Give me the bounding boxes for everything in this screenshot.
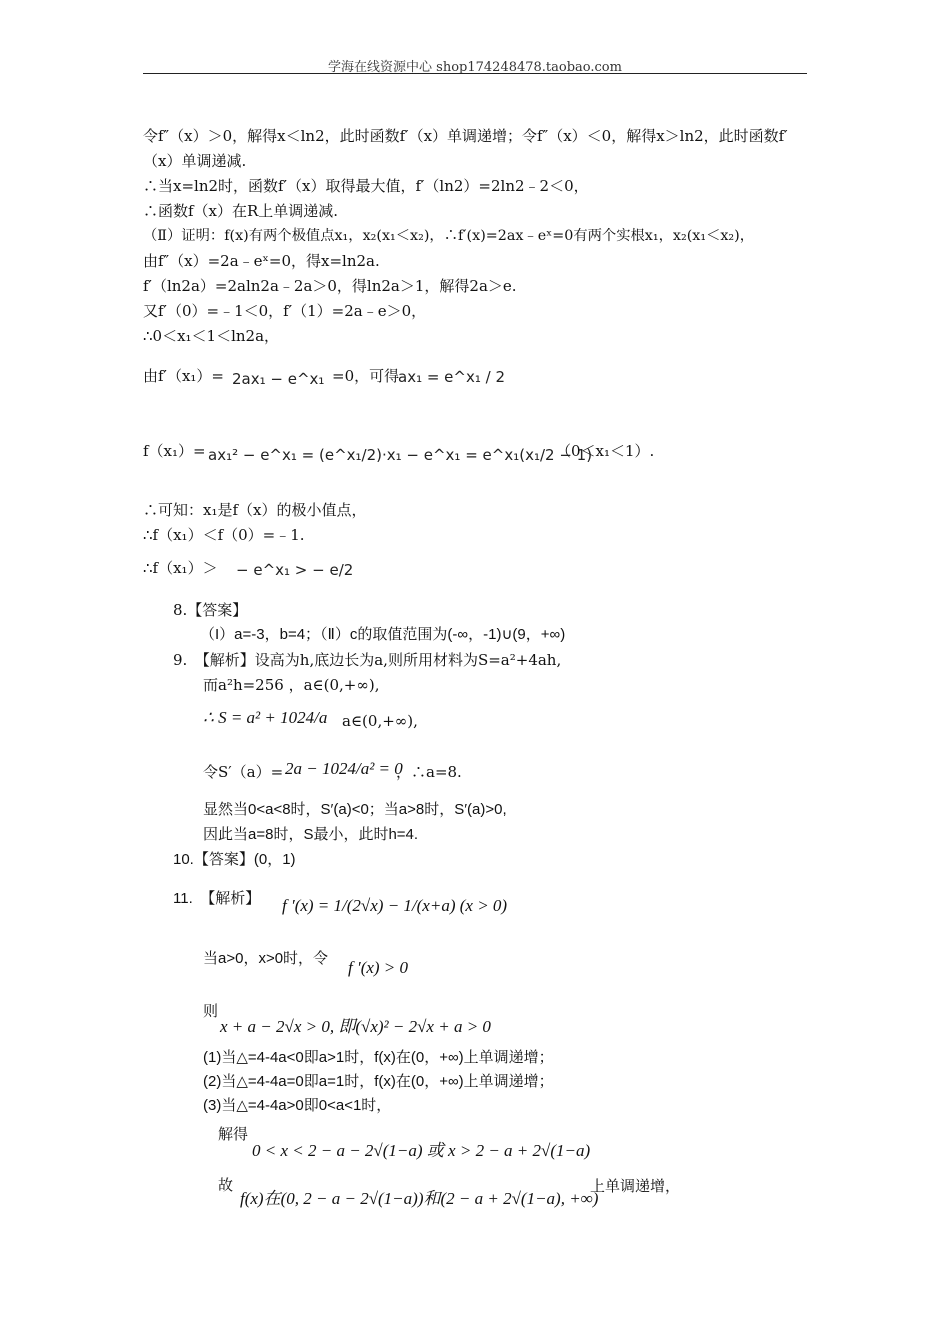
text-line: 因此当a=8时，S最小，此时h=4.: [203, 826, 419, 843]
text-line: 由f′（x₁）=: [143, 367, 224, 385]
text-line: (1)当△=4-4a<0即a>1时，f(x)在(0，+∞)上单调递增；: [203, 1049, 554, 1066]
header-rule: [143, 73, 807, 74]
formula-solution: 0 < x < 2 − a − 2√(1−a) 或 x > 2 − a + 2√(1−a): [252, 1141, 591, 1160]
answer-8-body: （I）a=-3，b=4；（Ⅱ）c的取值范围为(-∞，-1)∪(9，+∞): [200, 626, 566, 643]
text-line: （x）单调递减.: [143, 152, 247, 170]
formula-ax1: ax₁ = e^x₁ / 2: [398, 368, 506, 386]
answer-heading-10: 10.【答案】(0，1): [173, 851, 296, 868]
text-line: (3)当△=4-4a>0即0<a<1时，: [203, 1097, 392, 1114]
formula-inequality: x + a − 2√x > 0, 即(√x)² − 2√x + a > 0: [220, 1017, 491, 1036]
text-line: ∴函数f（x）在R上单调递减.: [143, 202, 339, 220]
text-line: ，∴a=8.: [396, 763, 462, 781]
page-header: 学海在线资源中心 shop174248478.taobao.com: [328, 60, 622, 75]
text-line: 由f″（x）=2a﹣eˣ=0，得x=ln2a.: [143, 252, 380, 270]
text-line: f′（ln2a）=2aln2a﹣2a＞0，得ln2a＞1，解得2a＞e.: [143, 277, 517, 295]
text-line: 当a>0，x>0时，令: [203, 950, 329, 967]
text-line: =0，可得: [332, 367, 400, 385]
text-line: (2)当△=4-4a=0即a=1时，f(x)在(0，+∞)上单调递增；: [203, 1073, 554, 1090]
text-line: 解得: [218, 1126, 249, 1143]
answer-heading-11: 11. 【解析】: [173, 890, 261, 907]
text-line: ∴当x=ln2时，函数f′（x）取得最大值，f′（ln2）=2ln2﹣2＜0，: [143, 177, 589, 195]
text-line: 上单调递增，: [590, 1178, 681, 1195]
text-line: 故: [218, 1177, 234, 1194]
formula-derivative: 2ax₁ − e^x₁: [232, 370, 325, 388]
text-line: 令f″（x）＞0，解得x＜ln2，此时函数f′（x）单调递增；令f″（x）＜0，解得x＞ln2，此时函数f′: [143, 127, 788, 145]
text-line: （Ⅱ）证明：f(x)有两个极值点x₁，x₂(x₁＜x₂)，∴f′(x)=2ax﹣eˣ=0有两个实根x₁，x₂(x₁＜x₂)，: [143, 228, 755, 244]
text-line: ∴可知：x₁是f（x）的极小值点，: [143, 501, 367, 519]
formula-fprime-positive: f ′(x) > 0: [348, 958, 409, 977]
answer-heading-9: 9. 【解析】设高为h,底边长为a,则所用材料为S=a²+4ah,: [173, 651, 562, 669]
text-line: f（x₁）=: [143, 442, 206, 460]
formula-Sprime: 2a − 1024/a² = 0: [285, 759, 403, 778]
formula-intervals: f(x)在(0, 2 − a − 2√(1−a))和(2 − a + 2√(1−a), +∞): [240, 1189, 599, 1208]
text-line: ∴0＜x₁＜1＜ln2a，: [143, 327, 280, 345]
text-line: 显然当0<a<8时，S′(a)<0；当a>8时，S′(a)>0,: [203, 801, 507, 818]
text-line: 而a²h=256 ，a∈(0,+∞),: [203, 676, 380, 694]
text-line: ∴f（x₁）＜f（0）=﹣1.: [143, 526, 305, 544]
text-line: a∈(0,+∞),: [342, 712, 418, 730]
formula-fx1: ax₁² − e^x₁ = (e^x₁/2)·x₁ − e^x₁ = e^x₁(x₁/2 − 1): [208, 446, 593, 464]
formula-bound: − e^x₁ > − e/2: [236, 561, 354, 579]
answer-heading-8: 8.【答案】: [173, 601, 248, 619]
formula-S: ∴ S = a² + 1024/a: [203, 708, 328, 727]
text-line: 令S′（a）=: [203, 763, 284, 781]
text-line: （0＜x₁＜1）.: [556, 442, 655, 460]
text-line: 则: [203, 1003, 219, 1020]
formula-fprime: f ′(x) = 1/(2√x) − 1/(x+a) (x > 0): [282, 896, 508, 915]
text-line: ∴f（x₁）＞: [143, 559, 218, 577]
text-line: 又f′（0）=﹣1＜0，f′（1）=2a﹣e＞0，: [143, 302, 427, 320]
